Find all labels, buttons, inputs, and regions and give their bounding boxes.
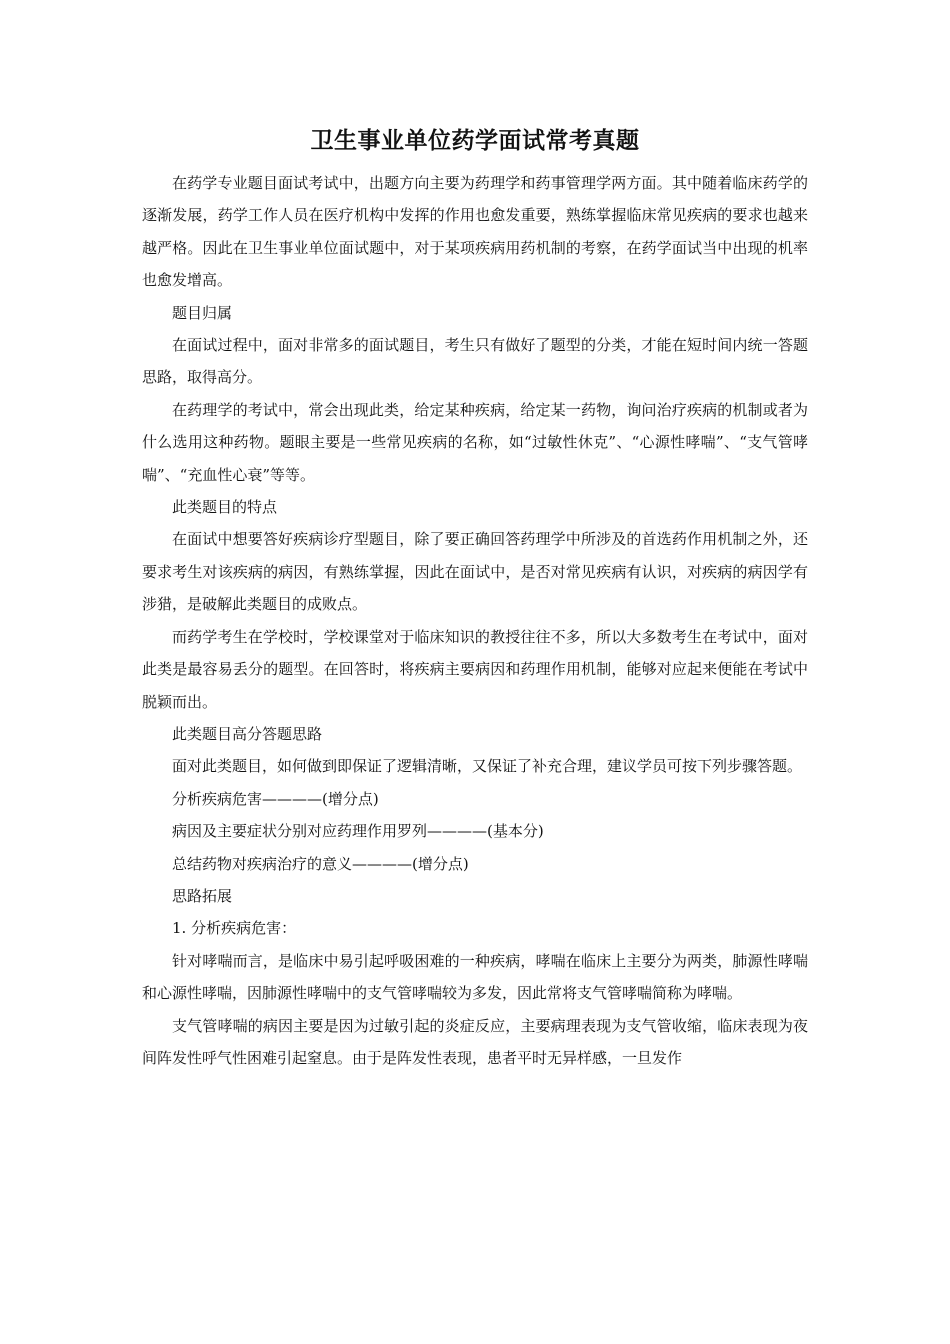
paragraph-intro: 在药学专业题目面试考试中，出题方向主要为药理学和药事管理学两方面。其中随着临床药学的逐渐发展，药学工作人员在医疗机构中发挥的作用也愈发重要，熟练掌握临床常见疾病的要求也越来越严格。因此在卫生事业单位面试题中，对于某项疾病用药机制的考察，在药学面试当中出现的机率也愈发增高。 (142, 174, 808, 290)
step-item: 总结药物对疾病治疗的意义————(增分点) (172, 854, 469, 873)
paragraph: 而药学考生在学校时，学校课堂对于临床知识的教授往往不多，所以大多数考生在考试中，面对此类是最容易丢分的题型。在回答时，将疾病主要病因和药理作用机制，能够对应起来便能在考试中脱颖而出。 (142, 627, 808, 711)
section-heading-topic: 题目归属 (172, 303, 233, 322)
paragraph: 面对此类题目，如何做到即保证了逻辑清晰，又保证了补充合理，建议学员可按下列步骤答题。 (172, 757, 803, 776)
document-title: 卫生事业单位药学面试常考真题 (310, 127, 640, 154)
section-heading-features: 此类题目的特点 (172, 498, 278, 517)
paragraph: 在面试过程中，面对非常多的面试题目，考生只有做好了题型的分类，才能在短时间内统一答题思路，取得高分。 (142, 336, 808, 387)
section-heading-approach: 此类题目高分答题思路 (172, 724, 323, 743)
step-item: 病因及主要症状分别对应药理作用罗列————(基本分) (172, 822, 544, 841)
paragraph: 支气管哮喘的病因主要是因为过敏引起的炎症反应，主要病理表现为支气管收缩，临床表现为夜间阵发性呼气性困难引起窒息。由于是阵发性表现，患者平时无异样感，一旦发作 (142, 1016, 808, 1067)
step-item: 分析疾病危害————(增分点) (172, 789, 379, 808)
numbered-heading: 1. 分析疾病危害： (172, 919, 297, 938)
document-page (142, 126, 808, 1074)
paragraph: 针对哮喘而言，是临床中易引起呼吸困难的一种疾病，哮喘在临床上主要分为两类，肺源性哮喘和心源性哮喘，因肺源性哮喘中的支气管哮喘较为多发，因此常将支气管哮喘简称为哮喘。 (142, 951, 808, 1003)
paragraph: 在药理学的考试中，常会出现此类，给定某种疾病，给定某一药物，询问治疗疾病的机制或者为什么选用这种药物。题眼主要是一些常见疾病的名称，如“过敏性休克”、“心源性哮喘”、“支气管哮喘”、“充血性心衰”等等。 (142, 400, 808, 484)
section-heading-extension: 思路拓展 (172, 886, 233, 905)
paragraph: 在面试中想要答好疾病诊疗型题目，除了要正确回答药理学中所涉及的首选药作用机制之外，还要求考生对该疾病的病因，有熟练掌握，因此在面试中，是否对常见疾病有认识，对疾病的病因学有涉猎，是破解此类题目的成败点。 (142, 530, 808, 614)
